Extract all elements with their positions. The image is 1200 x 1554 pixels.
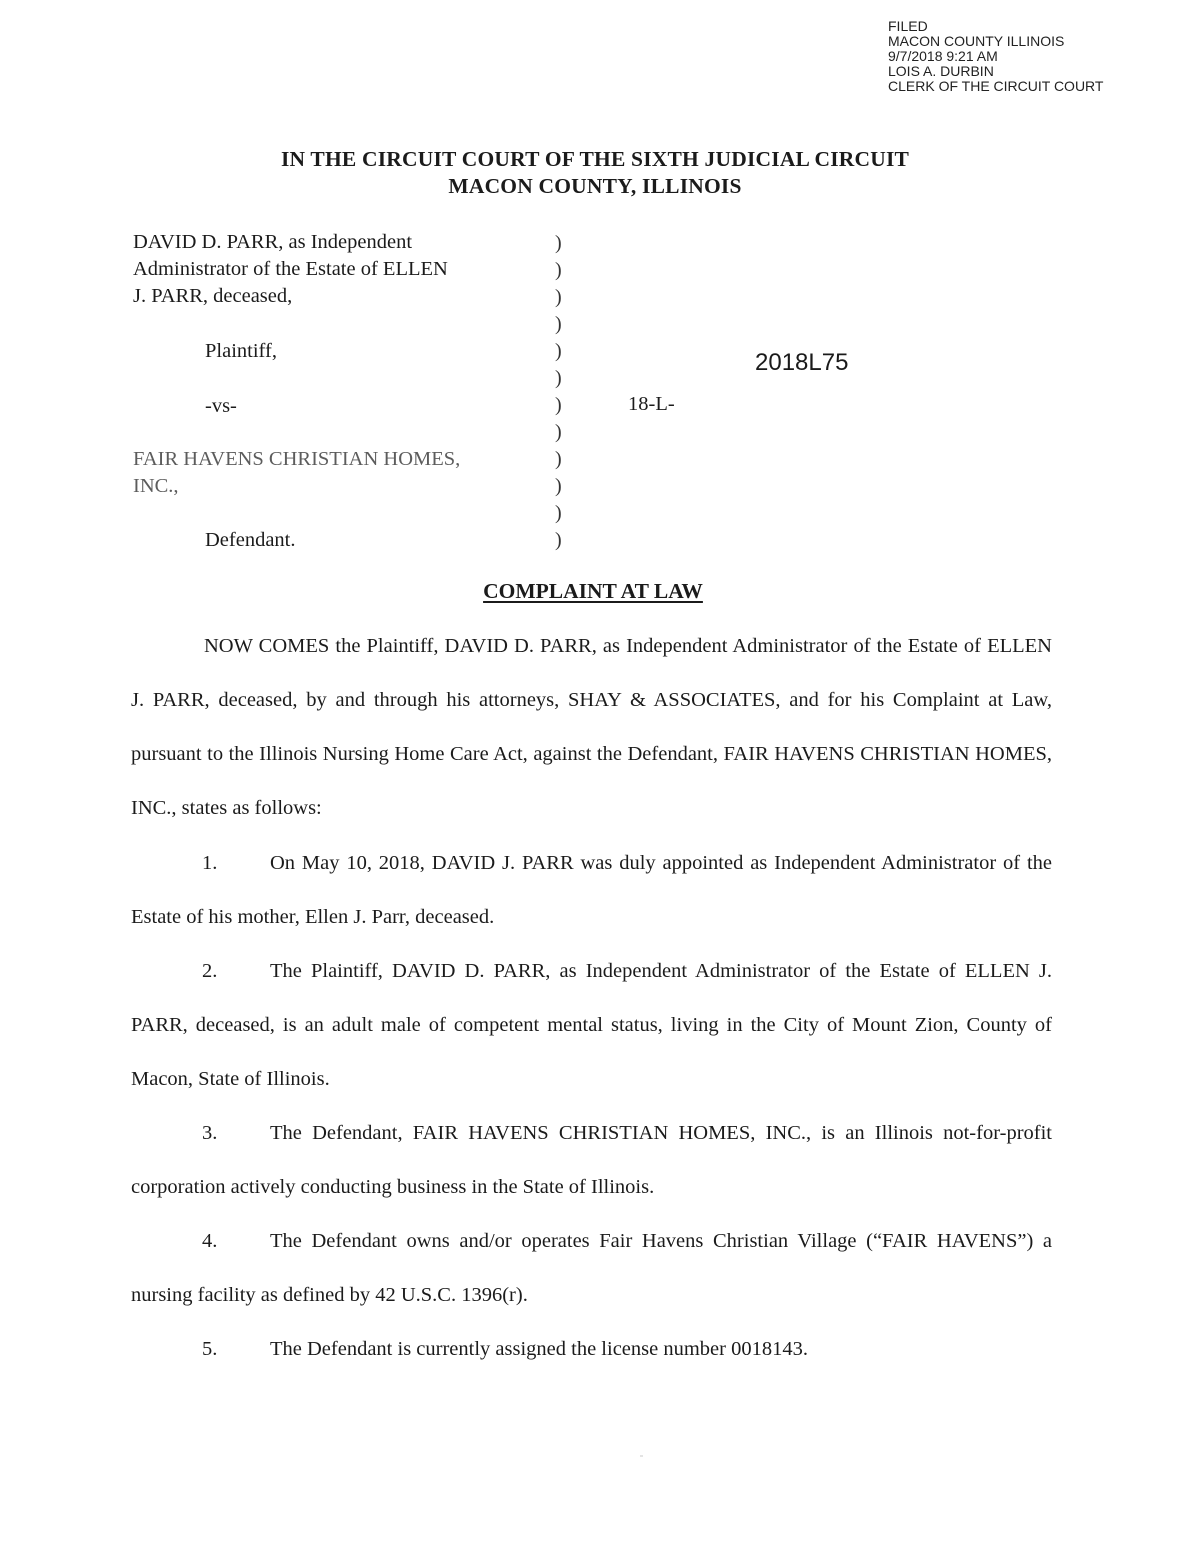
plaintiff-name-line: J. PARR, deceased, [133, 285, 293, 307]
paragraph-text: The Defendant owns and/or operates Fair Havens Christian Village (“FAIR HAVENS”) a nursing facility as defined by 42 U.S.C. 1396(r). [131, 1230, 1052, 1306]
court-name: IN THE CIRCUIT COURT OF THE SIXTH JUDICIAL CIRCUIT [280, 147, 910, 171]
court-heading [0, 146, 1190, 200]
numbered-paragraph [131, 1322, 1052, 1376]
filed-stamp-line: MACON COUNTY ILLINOIS [888, 33, 1065, 49]
paragraph-text: The Plaintiff, DAVID D. PARR, as Independent Administrator of the Estate of ELLEN J. PARR, deceased, is an adult male of competent mental status, living in the City of Mount Zion, County of Macon, State of Illinois. [131, 960, 1052, 1090]
case-number: 18-L- [628, 393, 675, 415]
court-county: MACON COUNTY, ILLINOIS [448, 174, 742, 198]
document-title: COMPLAINT AT LAW [483, 579, 703, 603]
numbered-paragraph [131, 836, 1052, 944]
caption-paren: ) [555, 529, 562, 551]
filed-stamp-line: CLERK OF THE CIRCUIT COURT [888, 78, 1104, 94]
filed-stamp-line: LOIS A. DURBIN [888, 63, 994, 79]
numbered-paragraph [131, 1106, 1052, 1214]
paragraph-text: The Defendant, FAIR HAVENS CHRISTIAN HOMES, INC., is an Illinois not-for-profit corporation actively conducting business in the State of Illinois. [131, 1122, 1052, 1198]
caption-paren: ) [555, 232, 562, 254]
paragraph-number: 4. [202, 1230, 218, 1252]
caption-paren: ) [555, 421, 562, 443]
paragraph-text: On May 10, 2018, DAVID J. PARR was duly appointed as Independent Administrator of the Estate of his mother, Ellen J. Parr, deceased. [131, 852, 1052, 928]
filed-stamp [888, 19, 1103, 94]
defendant-role: Defendant. [205, 529, 296, 551]
caption-paren: ) [555, 475, 562, 497]
caption-paren: ) [555, 340, 562, 362]
case-number-stamp: 2018L75 [755, 349, 849, 376]
caption-paren: ) [555, 394, 562, 416]
caption-paren: ) [555, 259, 562, 281]
filed-stamp-line: 9/7/2018 9:21 AM [888, 48, 998, 64]
caption-paren: ) [555, 367, 562, 389]
paragraph-number: 3. [202, 1122, 218, 1144]
plaintiff-name-line: DAVID D. PARR, as Independent [133, 231, 413, 253]
caption-paren: ) [555, 448, 562, 470]
defendant-name-line: INC., [133, 475, 179, 497]
paragraph-number: 1. [202, 852, 218, 874]
defendant-name-line: FAIR HAVENS CHRISTIAN HOMES, [133, 448, 461, 470]
filed-stamp-line: FILED [888, 18, 928, 34]
plaintiff-role: Plaintiff, [205, 340, 277, 362]
caption-paren: ) [555, 313, 562, 335]
paragraph-number: 2. [202, 960, 218, 982]
paragraph-number: 5. [202, 1338, 218, 1360]
numbered-paragraph [131, 1214, 1052, 1322]
versus-label: -vs- [205, 395, 237, 417]
paragraph-text: The Defendant is currently assigned the license number 0018143. [270, 1338, 808, 1360]
numbered-paragraph [131, 944, 1052, 1106]
scan-speck [640, 1455, 643, 1457]
caption-paren: ) [555, 502, 562, 524]
caption-paren: ) [555, 286, 562, 308]
plaintiff-name-line: Administrator of the Estate of ELLEN [133, 258, 448, 280]
intro-paragraph: NOW COMES the Plaintiff, DAVID D. PARR, as Independent Administrator of the Estate of ELLEN J. PARR, deceased, by and through his attorneys, SHAY & ASSOCIATES, and for his Complaint at Law, pursuant to the Illinois Nursing Home Care Act, against the Defendant, FAIR HAVENS CHRISTIAN HOMES, INC., states as follows: [131, 635, 1052, 819]
